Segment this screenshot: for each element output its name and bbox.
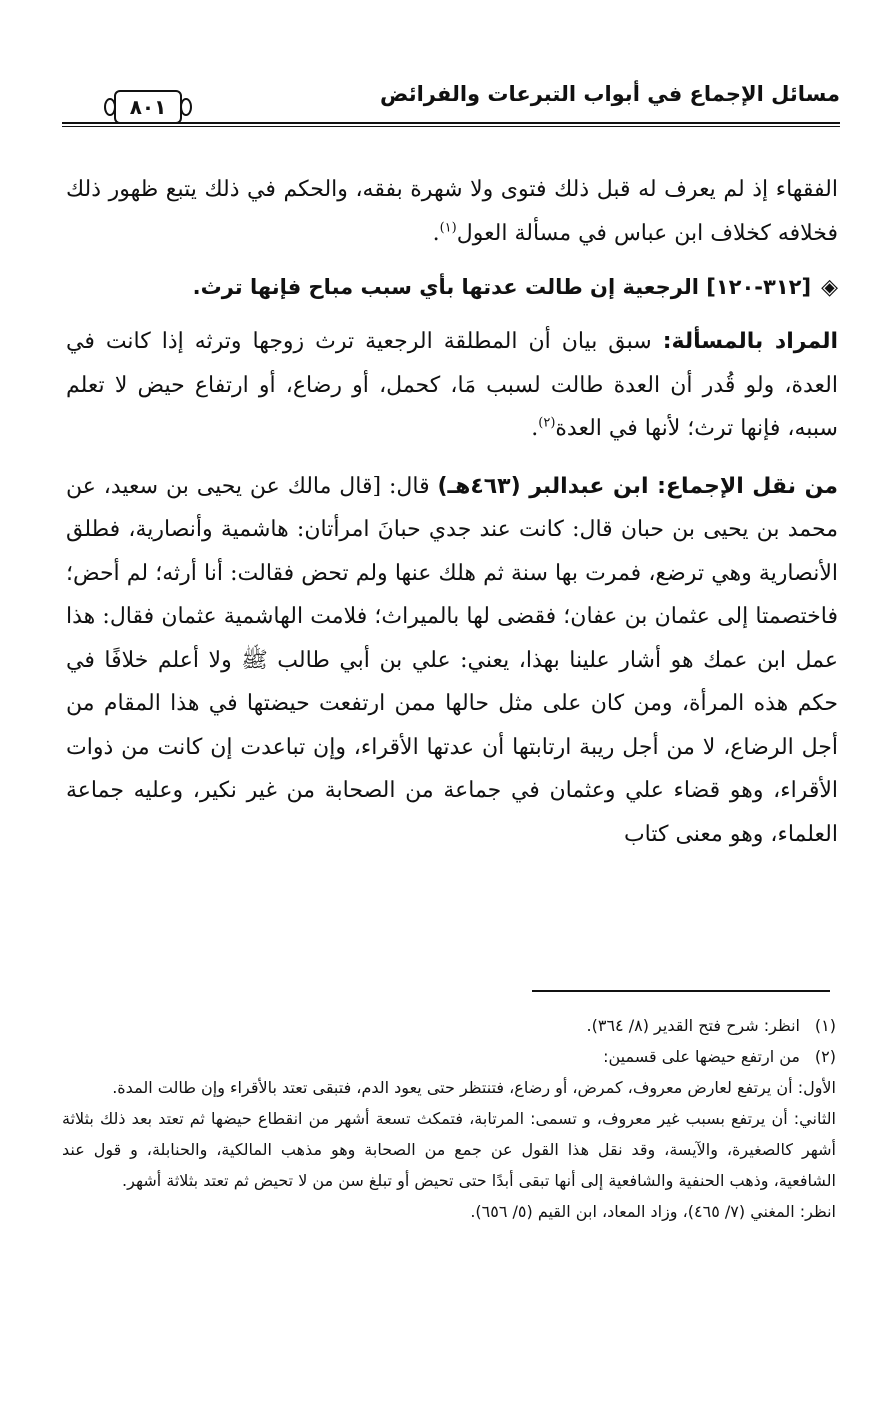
- paragraph-end: .: [531, 416, 539, 441]
- footnote-ref: (٢): [538, 415, 556, 431]
- paragraph-meaning: [66, 320, 838, 451]
- paragraph-text: قال: [قال مالك عن يحيى بن سعيد، عن محمد بن يحيى بن حبان قال: كانت عند جدي حبانَ امرأتان: هاشمية وأنصارية، فطلق الأنصارية وهي ترضع، فمرت بها سنة ثم هلك عنها ولم تحض فقالت: أنا أرثه؛ لم أحض؛ فاختصمتا إلى عثمان بن عفان؛ فقضى لها بالميراث؛ فلامت الهاشمية عثمان فقال: هذا عمل ابن عمك هو أشار علينا بهذا، يعني: علي بن أبي طالب ﷺ ولا أعلم خلافًا في حكم هذه المرأة، ومن كان على مثل حالها ممن ارتفعت حيضتها في هذا المقام من أجل الرضاع، لا من أجل ريبة ارتابتها أن عدتها الأقراء، وإن تباعدت إن كانت من ذوات الأقراء، وهو قضاء علي وعثمان في جماعة من الصحابة من غير نكير، وعليه جماعة العلماء، وهو معنى كتاب: [66, 473, 838, 847]
- footnote-number: (١): [814, 1016, 836, 1035]
- footnote-number: (٢): [814, 1047, 836, 1066]
- footnote-text: من ارتفع حيضها على قسمين:: [603, 1047, 800, 1066]
- page-number-ornament: [114, 90, 182, 124]
- footnote-text: انظر: شرح فتح القدير (٨/ ٣٦٤).: [586, 1016, 800, 1035]
- footnote-2-references: انظر: المغني (٧/ ٤٦٥)، وزاد المعاد، ابن القيم (٥/ ٦٥٦).: [470, 1202, 836, 1221]
- footnote-2: [62, 1041, 836, 1072]
- footnote-ref: (١): [439, 220, 457, 236]
- issue-heading: [66, 269, 838, 306]
- running-title: مسائل الإجماع في أبواب التبرعات والفرائض: [372, 82, 840, 106]
- footnote-1: [62, 1010, 836, 1041]
- footnote-2-part-2: الثاني: أن يرتفع بسبب غير معروف، و تسمى: المرتابة، فتمكث تسعة أشهر من انقطاع حيضها ثم تعتد بعد ذلك بثلاثة أشهر كالصغيرة، والآيسة، وقد نقل هذا القول عن جمع من الصحابة وهو مذهب المالكية، والحنابلة، و قول عند الشافعية، وذهب الحنفية والشافعية إلى أنها تبقى أبدًا حتى تحيض أو تبلغ سن من لا تحيض ثم تعتد بثلاثة أشهر.: [62, 1109, 836, 1190]
- paragraph-lead: من نقل الإجماع: ابن عبدالبر (٤٦٣هـ): [437, 473, 838, 499]
- footnote-separator: [532, 990, 830, 992]
- footnotes: [62, 1010, 836, 1227]
- page-number: ٨٠١: [129, 95, 167, 119]
- diamond-bullet-icon: ◈: [821, 275, 838, 300]
- paragraph-text: الفقهاء إذ لم يعرف له قبل ذلك فتوى ولا شهرة بفقه، والحكم في ذلك يتبع ظهور ذلك فخلافه كخلاف ابن عباس في مسألة العول: [66, 177, 838, 246]
- main-text: [66, 168, 838, 856]
- page-header: [62, 82, 840, 132]
- footnote-2-part-1: الأول: أن يرتفع لعارض معروف، كمرض، أو رضاع، فتنتظر حتى يعود الدم، فتبقى تعتد بالأقراء وإن طالت المدة.: [112, 1078, 836, 1097]
- issue-heading-text: [٣١٢-١٢٠] الرجعية إن طالت عدتها بأي سبب مباح فإنها ترث.: [192, 275, 812, 299]
- paragraph-consensus: [66, 465, 838, 857]
- paragraph-end: .: [432, 220, 440, 246]
- paragraph-text: سبق بيان أن المطلقة الرجعية ترث زوجها وترثه إذا كانت في العدة، ولو قُدر أن العدة طالت لسبب مَا، كحمل، أو رضاع، أو ارتفاع حيض لا تعلم سببه، فإنها ترث؛ لأنها في العدة: [66, 329, 838, 441]
- paragraph-lead: المراد بالمسألة:: [662, 329, 838, 354]
- paragraph-continuation: [66, 168, 838, 255]
- header-rule-thin: [62, 126, 840, 127]
